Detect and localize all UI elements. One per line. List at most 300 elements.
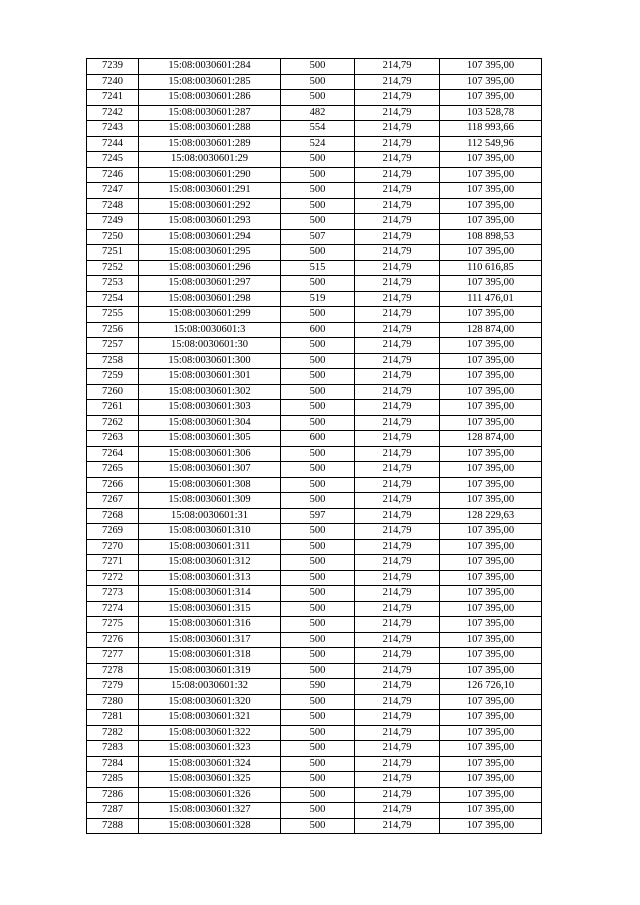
table-row (87, 276, 542, 292)
value-cell: 107 395,00 (440, 787, 542, 803)
rate-cell: 214,79 (355, 741, 440, 757)
rate-cell: 214,79 (355, 524, 440, 540)
row-number-cell: 7285 (87, 772, 139, 788)
table-row (87, 152, 542, 168)
value-cell: 107 395,00 (440, 741, 542, 757)
row-number-cell: 7272 (87, 570, 139, 586)
cadastral-number-cell: 15:08:0030601:301 (139, 369, 281, 385)
row-number-cell: 7241 (87, 90, 139, 106)
table-row (87, 74, 542, 90)
area-cell: 524 (281, 136, 355, 152)
table-row (87, 508, 542, 524)
rate-cell: 214,79 (355, 198, 440, 214)
rate-cell: 214,79 (355, 167, 440, 183)
rate-cell: 214,79 (355, 787, 440, 803)
value-cell: 107 395,00 (440, 803, 542, 819)
cadastral-number-cell: 15:08:0030601:324 (139, 756, 281, 772)
row-number-cell: 7284 (87, 756, 139, 772)
table-row (87, 415, 542, 431)
table-row (87, 462, 542, 478)
value-cell: 107 395,00 (440, 167, 542, 183)
cadastral-number-cell: 15:08:0030601:302 (139, 384, 281, 400)
rate-cell: 214,79 (355, 431, 440, 447)
row-number-cell: 7267 (87, 493, 139, 509)
cadastral-number-cell: 15:08:0030601:287 (139, 105, 281, 121)
value-cell: 107 395,00 (440, 152, 542, 168)
row-number-cell: 7264 (87, 446, 139, 462)
land-registry-table (86, 58, 542, 834)
table-row (87, 121, 542, 137)
cadastral-number-cell: 15:08:0030601:306 (139, 446, 281, 462)
area-cell: 500 (281, 477, 355, 493)
table-row (87, 260, 542, 276)
table-row (87, 601, 542, 617)
rate-cell: 214,79 (355, 632, 440, 648)
area-cell: 482 (281, 105, 355, 121)
rate-cell: 214,79 (355, 446, 440, 462)
cadastral-number-cell: 15:08:0030601:297 (139, 276, 281, 292)
table-row (87, 570, 542, 586)
rate-cell: 214,79 (355, 663, 440, 679)
value-cell: 107 395,00 (440, 214, 542, 230)
value-cell: 107 395,00 (440, 663, 542, 679)
value-cell: 107 395,00 (440, 555, 542, 571)
area-cell: 500 (281, 338, 355, 354)
table-body (87, 59, 542, 834)
table-row (87, 214, 542, 230)
value-cell: 107 395,00 (440, 369, 542, 385)
rate-cell: 214,79 (355, 586, 440, 602)
cadastral-number-cell: 15:08:0030601:294 (139, 229, 281, 245)
value-cell: 107 395,00 (440, 632, 542, 648)
area-cell: 500 (281, 787, 355, 803)
area-cell: 500 (281, 741, 355, 757)
area-cell: 500 (281, 663, 355, 679)
row-number-cell: 7265 (87, 462, 139, 478)
table-row (87, 229, 542, 245)
area-cell: 519 (281, 291, 355, 307)
row-number-cell: 7254 (87, 291, 139, 307)
area-cell: 500 (281, 214, 355, 230)
cadastral-number-cell: 15:08:0030601:284 (139, 59, 281, 75)
value-cell: 107 395,00 (440, 307, 542, 323)
value-cell: 107 395,00 (440, 90, 542, 106)
value-cell: 107 395,00 (440, 586, 542, 602)
cadastral-number-cell: 15:08:0030601:313 (139, 570, 281, 586)
value-cell: 128 229,63 (440, 508, 542, 524)
rate-cell: 214,79 (355, 214, 440, 230)
value-cell: 107 395,00 (440, 601, 542, 617)
row-number-cell: 7271 (87, 555, 139, 571)
cadastral-number-cell: 15:08:0030601:31 (139, 508, 281, 524)
area-cell: 597 (281, 508, 355, 524)
value-cell: 107 395,00 (440, 198, 542, 214)
value-cell: 103 528,78 (440, 105, 542, 121)
rate-cell: 214,79 (355, 756, 440, 772)
row-number-cell: 7247 (87, 183, 139, 199)
area-cell: 500 (281, 369, 355, 385)
area-cell: 500 (281, 245, 355, 261)
cadastral-number-cell: 15:08:0030601:325 (139, 772, 281, 788)
rate-cell: 214,79 (355, 245, 440, 261)
value-cell: 107 395,00 (440, 818, 542, 834)
value-cell: 107 395,00 (440, 524, 542, 540)
row-number-cell: 7260 (87, 384, 139, 400)
rate-cell: 214,79 (355, 260, 440, 276)
area-cell: 500 (281, 570, 355, 586)
rate-cell: 214,79 (355, 369, 440, 385)
rate-cell: 214,79 (355, 648, 440, 664)
row-number-cell: 7266 (87, 477, 139, 493)
value-cell: 107 395,00 (440, 74, 542, 90)
row-number-cell: 7245 (87, 152, 139, 168)
cadastral-number-cell: 15:08:0030601:3 (139, 322, 281, 338)
rate-cell: 214,79 (355, 90, 440, 106)
table-row (87, 446, 542, 462)
area-cell: 500 (281, 524, 355, 540)
rate-cell: 214,79 (355, 601, 440, 617)
cadastral-number-cell: 15:08:0030601:299 (139, 307, 281, 323)
rate-cell: 214,79 (355, 803, 440, 819)
cadastral-number-cell: 15:08:0030601:295 (139, 245, 281, 261)
row-number-cell: 7280 (87, 694, 139, 710)
value-cell: 107 395,00 (440, 617, 542, 633)
value-cell: 107 395,00 (440, 772, 542, 788)
rate-cell: 214,79 (355, 291, 440, 307)
value-cell: 107 395,00 (440, 694, 542, 710)
cadastral-number-cell: 15:08:0030601:296 (139, 260, 281, 276)
value-cell: 107 395,00 (440, 245, 542, 261)
area-cell: 600 (281, 322, 355, 338)
value-cell: 107 395,00 (440, 415, 542, 431)
rate-cell: 214,79 (355, 276, 440, 292)
table-row (87, 105, 542, 121)
table-row (87, 586, 542, 602)
value-cell: 128 874,00 (440, 431, 542, 447)
row-number-cell: 7286 (87, 787, 139, 803)
rate-cell: 214,79 (355, 462, 440, 478)
cadastral-number-cell: 15:08:0030601:321 (139, 710, 281, 726)
area-cell: 500 (281, 353, 355, 369)
area-cell: 500 (281, 725, 355, 741)
row-number-cell: 7255 (87, 307, 139, 323)
cadastral-number-cell: 15:08:0030601:314 (139, 586, 281, 602)
value-cell: 107 395,00 (440, 462, 542, 478)
cadastral-number-cell: 15:08:0030601:293 (139, 214, 281, 230)
rate-cell: 214,79 (355, 152, 440, 168)
cadastral-number-cell: 15:08:0030601:323 (139, 741, 281, 757)
table-row (87, 245, 542, 261)
cadastral-number-cell: 15:08:0030601:326 (139, 787, 281, 803)
cadastral-number-cell: 15:08:0030601:310 (139, 524, 281, 540)
value-cell: 110 616,85 (440, 260, 542, 276)
row-number-cell: 7239 (87, 59, 139, 75)
table-row (87, 400, 542, 416)
area-cell: 500 (281, 632, 355, 648)
cadastral-number-cell: 15:08:0030601:288 (139, 121, 281, 137)
row-number-cell: 7256 (87, 322, 139, 338)
row-number-cell: 7283 (87, 741, 139, 757)
table-row (87, 803, 542, 819)
area-cell: 500 (281, 710, 355, 726)
row-number-cell: 7240 (87, 74, 139, 90)
table-row (87, 90, 542, 106)
rate-cell: 214,79 (355, 539, 440, 555)
area-cell: 500 (281, 694, 355, 710)
area-cell: 500 (281, 59, 355, 75)
value-cell: 107 395,00 (440, 400, 542, 416)
row-number-cell: 7273 (87, 586, 139, 602)
cadastral-number-cell: 15:08:0030601:320 (139, 694, 281, 710)
row-number-cell: 7277 (87, 648, 139, 664)
cadastral-number-cell: 15:08:0030601:285 (139, 74, 281, 90)
row-number-cell: 7252 (87, 260, 139, 276)
area-cell: 500 (281, 555, 355, 571)
row-number-cell: 7244 (87, 136, 139, 152)
area-cell: 500 (281, 446, 355, 462)
value-cell: 107 395,00 (440, 648, 542, 664)
area-cell: 590 (281, 679, 355, 695)
value-cell: 112 549,96 (440, 136, 542, 152)
table-row (87, 338, 542, 354)
row-number-cell: 7263 (87, 431, 139, 447)
row-number-cell: 7251 (87, 245, 139, 261)
area-cell: 554 (281, 121, 355, 137)
area-cell: 500 (281, 90, 355, 106)
cadastral-number-cell: 15:08:0030601:290 (139, 167, 281, 183)
table-row (87, 59, 542, 75)
rate-cell: 214,79 (355, 74, 440, 90)
row-number-cell: 7243 (87, 121, 139, 137)
cadastral-number-cell: 15:08:0030601:319 (139, 663, 281, 679)
rate-cell: 214,79 (355, 400, 440, 416)
value-cell: 107 395,00 (440, 570, 542, 586)
row-number-cell: 7275 (87, 617, 139, 633)
cadastral-number-cell: 15:08:0030601:298 (139, 291, 281, 307)
area-cell: 500 (281, 772, 355, 788)
rate-cell: 214,79 (355, 415, 440, 431)
row-number-cell: 7274 (87, 601, 139, 617)
table-row (87, 725, 542, 741)
value-cell: 107 395,00 (440, 384, 542, 400)
cadastral-number-cell: 15:08:0030601:318 (139, 648, 281, 664)
rate-cell: 214,79 (355, 679, 440, 695)
cadastral-number-cell: 15:08:0030601:289 (139, 136, 281, 152)
cadastral-number-cell: 15:08:0030601:327 (139, 803, 281, 819)
cadastral-number-cell: 15:08:0030601:305 (139, 431, 281, 447)
table-row (87, 741, 542, 757)
table-row (87, 493, 542, 509)
row-number-cell: 7262 (87, 415, 139, 431)
value-cell: 118 993,66 (440, 121, 542, 137)
row-number-cell: 7248 (87, 198, 139, 214)
table-row (87, 198, 542, 214)
cadastral-number-cell: 15:08:0030601:303 (139, 400, 281, 416)
area-cell: 500 (281, 586, 355, 602)
area-cell: 500 (281, 183, 355, 199)
rate-cell: 214,79 (355, 508, 440, 524)
value-cell: 107 395,00 (440, 183, 542, 199)
table-row (87, 136, 542, 152)
area-cell: 500 (281, 152, 355, 168)
area-cell: 500 (281, 307, 355, 323)
rate-cell: 214,79 (355, 477, 440, 493)
row-number-cell: 7249 (87, 214, 139, 230)
cadastral-number-cell: 15:08:0030601:308 (139, 477, 281, 493)
cadastral-number-cell: 15:08:0030601:328 (139, 818, 281, 834)
rate-cell: 214,79 (355, 570, 440, 586)
area-cell: 500 (281, 74, 355, 90)
rate-cell: 214,79 (355, 493, 440, 509)
area-cell: 500 (281, 462, 355, 478)
row-number-cell: 7250 (87, 229, 139, 245)
rate-cell: 214,79 (355, 121, 440, 137)
value-cell: 107 395,00 (440, 756, 542, 772)
cadastral-number-cell: 15:08:0030601:304 (139, 415, 281, 431)
cadastral-number-cell: 15:08:0030601:29 (139, 152, 281, 168)
row-number-cell: 7269 (87, 524, 139, 540)
rate-cell: 214,79 (355, 183, 440, 199)
cadastral-number-cell: 15:08:0030601:307 (139, 462, 281, 478)
value-cell: 128 874,00 (440, 322, 542, 338)
table-row (87, 369, 542, 385)
area-cell: 600 (281, 431, 355, 447)
value-cell: 107 395,00 (440, 539, 542, 555)
table-row (87, 663, 542, 679)
area-cell: 500 (281, 803, 355, 819)
area-cell: 500 (281, 818, 355, 834)
area-cell: 500 (281, 167, 355, 183)
table-row (87, 291, 542, 307)
table-row (87, 617, 542, 633)
area-cell: 500 (281, 617, 355, 633)
rate-cell: 214,79 (355, 725, 440, 741)
value-cell: 108 898,53 (440, 229, 542, 245)
row-number-cell: 7268 (87, 508, 139, 524)
rate-cell: 214,79 (355, 555, 440, 571)
table-row (87, 477, 542, 493)
row-number-cell: 7258 (87, 353, 139, 369)
area-cell: 500 (281, 198, 355, 214)
rate-cell: 214,79 (355, 353, 440, 369)
row-number-cell: 7279 (87, 679, 139, 695)
cadastral-number-cell: 15:08:0030601:292 (139, 198, 281, 214)
area-cell: 500 (281, 493, 355, 509)
row-number-cell: 7281 (87, 710, 139, 726)
cadastral-number-cell: 15:08:0030601:316 (139, 617, 281, 633)
cadastral-number-cell: 15:08:0030601:311 (139, 539, 281, 555)
row-number-cell: 7253 (87, 276, 139, 292)
cadastral-number-cell: 15:08:0030601:322 (139, 725, 281, 741)
table-row (87, 632, 542, 648)
table-row (87, 384, 542, 400)
cadastral-number-cell: 15:08:0030601:315 (139, 601, 281, 617)
table-row (87, 353, 542, 369)
table-row (87, 183, 542, 199)
cadastral-number-cell: 15:08:0030601:309 (139, 493, 281, 509)
area-cell: 500 (281, 648, 355, 664)
area-cell: 500 (281, 384, 355, 400)
table-row (87, 648, 542, 664)
rate-cell: 214,79 (355, 384, 440, 400)
value-cell: 107 395,00 (440, 710, 542, 726)
area-cell: 507 (281, 229, 355, 245)
area-cell: 500 (281, 756, 355, 772)
cadastral-number-cell: 15:08:0030601:30 (139, 338, 281, 354)
value-cell: 107 395,00 (440, 276, 542, 292)
row-number-cell: 7246 (87, 167, 139, 183)
table-row (87, 431, 542, 447)
rate-cell: 214,79 (355, 710, 440, 726)
table-row (87, 322, 542, 338)
row-number-cell: 7261 (87, 400, 139, 416)
table-row (87, 679, 542, 695)
value-cell: 107 395,00 (440, 353, 542, 369)
cadastral-number-cell: 15:08:0030601:286 (139, 90, 281, 106)
cadastral-number-cell: 15:08:0030601:312 (139, 555, 281, 571)
value-cell: 107 395,00 (440, 477, 542, 493)
cadastral-number-cell: 15:08:0030601:32 (139, 679, 281, 695)
table-row (87, 555, 542, 571)
value-cell: 111 476,01 (440, 291, 542, 307)
cadastral-number-cell: 15:08:0030601:300 (139, 353, 281, 369)
rate-cell: 214,79 (355, 322, 440, 338)
row-number-cell: 7288 (87, 818, 139, 834)
rate-cell: 214,79 (355, 772, 440, 788)
row-number-cell: 7276 (87, 632, 139, 648)
rate-cell: 214,79 (355, 59, 440, 75)
rate-cell: 214,79 (355, 229, 440, 245)
table-row (87, 772, 542, 788)
table-row (87, 756, 542, 772)
row-number-cell: 7287 (87, 803, 139, 819)
area-cell: 515 (281, 260, 355, 276)
rate-cell: 214,79 (355, 136, 440, 152)
area-cell: 500 (281, 601, 355, 617)
table-row (87, 524, 542, 540)
table-row (87, 167, 542, 183)
area-cell: 500 (281, 276, 355, 292)
table-row (87, 307, 542, 323)
area-cell: 500 (281, 539, 355, 555)
table-row (87, 818, 542, 834)
row-number-cell: 7257 (87, 338, 139, 354)
value-cell: 107 395,00 (440, 725, 542, 741)
rate-cell: 214,79 (355, 338, 440, 354)
row-number-cell: 7259 (87, 369, 139, 385)
area-cell: 500 (281, 400, 355, 416)
table-row (87, 787, 542, 803)
value-cell: 107 395,00 (440, 59, 542, 75)
cadastral-number-cell: 15:08:0030601:291 (139, 183, 281, 199)
cadastral-number-cell: 15:08:0030601:317 (139, 632, 281, 648)
table-row (87, 710, 542, 726)
table-row (87, 539, 542, 555)
value-cell: 107 395,00 (440, 338, 542, 354)
area-cell: 500 (281, 415, 355, 431)
row-number-cell: 7282 (87, 725, 139, 741)
rate-cell: 214,79 (355, 617, 440, 633)
rate-cell: 214,79 (355, 105, 440, 121)
rate-cell: 214,79 (355, 307, 440, 323)
row-number-cell: 7278 (87, 663, 139, 679)
rate-cell: 214,79 (355, 694, 440, 710)
value-cell: 126 726,10 (440, 679, 542, 695)
value-cell: 107 395,00 (440, 493, 542, 509)
rate-cell: 214,79 (355, 818, 440, 834)
row-number-cell: 7242 (87, 105, 139, 121)
row-number-cell: 7270 (87, 539, 139, 555)
